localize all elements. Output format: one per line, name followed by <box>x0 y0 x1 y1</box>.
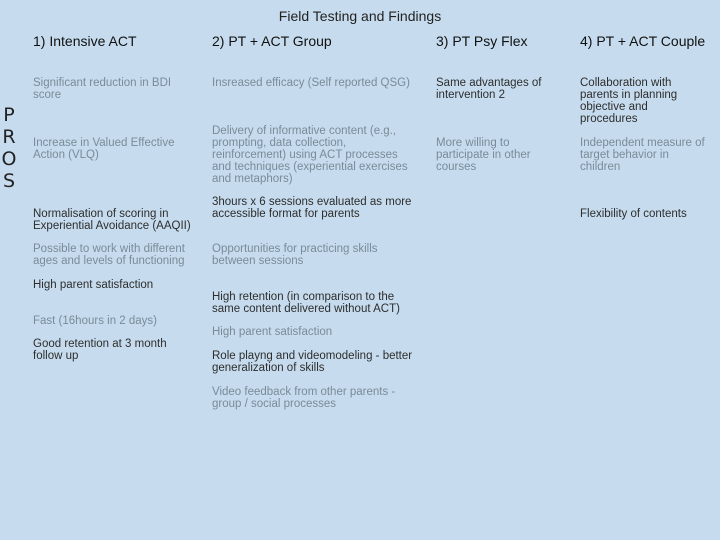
col1-item: Possible to work with different ages and levels of functioning <box>33 243 185 267</box>
col2-item: Video feedback from other parents - group / social processes <box>212 386 396 410</box>
col1-item: Normalisation of scoring in Experiential Avoidance (AAQII) <box>33 208 191 232</box>
col2-item: High parent satisfaction <box>212 326 333 338</box>
col3-item: Same advantages of intervention 2 <box>436 77 542 101</box>
column-header-pt-act-couple: 4) PT + ACT Couple <box>580 33 706 49</box>
col4-item: Independent measure of target behavior in children <box>580 137 705 173</box>
column-header-pt-act-group: 2) PT + ACT Group <box>212 33 332 49</box>
pros-side-label <box>1 104 17 192</box>
col4-item: Collaboration with parents in planning objective and procedures <box>580 77 678 125</box>
col1-item: Fast (16hours in 2 days) <box>33 315 158 327</box>
col3-item: More willing to participate in other courses <box>436 137 531 173</box>
side-letter: P <box>3 104 15 126</box>
col1-item: Increase in Valued Effective Action (VLQ) <box>33 137 175 161</box>
side-letter: R <box>2 126 16 148</box>
col2-item: High retention (in comparison to the same content delivered without ACT) <box>212 291 400 315</box>
side-letter: O <box>1 148 17 170</box>
col1-item: Good retention at 3 month follow up <box>33 338 167 362</box>
col1-item: High parent satisfaction <box>33 279 154 291</box>
col2-item: Opportunities for practicing skills between sessions <box>212 243 378 267</box>
column-header-intensive-act: 1) Intensive ACT <box>33 33 137 49</box>
col1-item: Significant reduction in BDI score <box>33 77 172 101</box>
col2-item: 3hours x 6 sessions evaluated as more accessible format for parents <box>212 196 412 220</box>
col2-item: Role playng and videomodeling - better generalization of skills <box>212 350 413 374</box>
side-letter: S <box>2 170 16 192</box>
column-header-pt-psy-flex: 3) PT Psy Flex <box>436 33 528 49</box>
col4-item: Flexibility of contents <box>580 208 687 220</box>
col2-item: Delivery of informative content (e.g., prompting, data collection, reinforcement) using ACT processes and techniques (experiential exercises and metaphors) <box>212 125 408 185</box>
slide-title: Field Testing and Findings <box>278 8 442 24</box>
col2-item: Insreased efficacy (Self reported QSG) <box>212 77 410 89</box>
